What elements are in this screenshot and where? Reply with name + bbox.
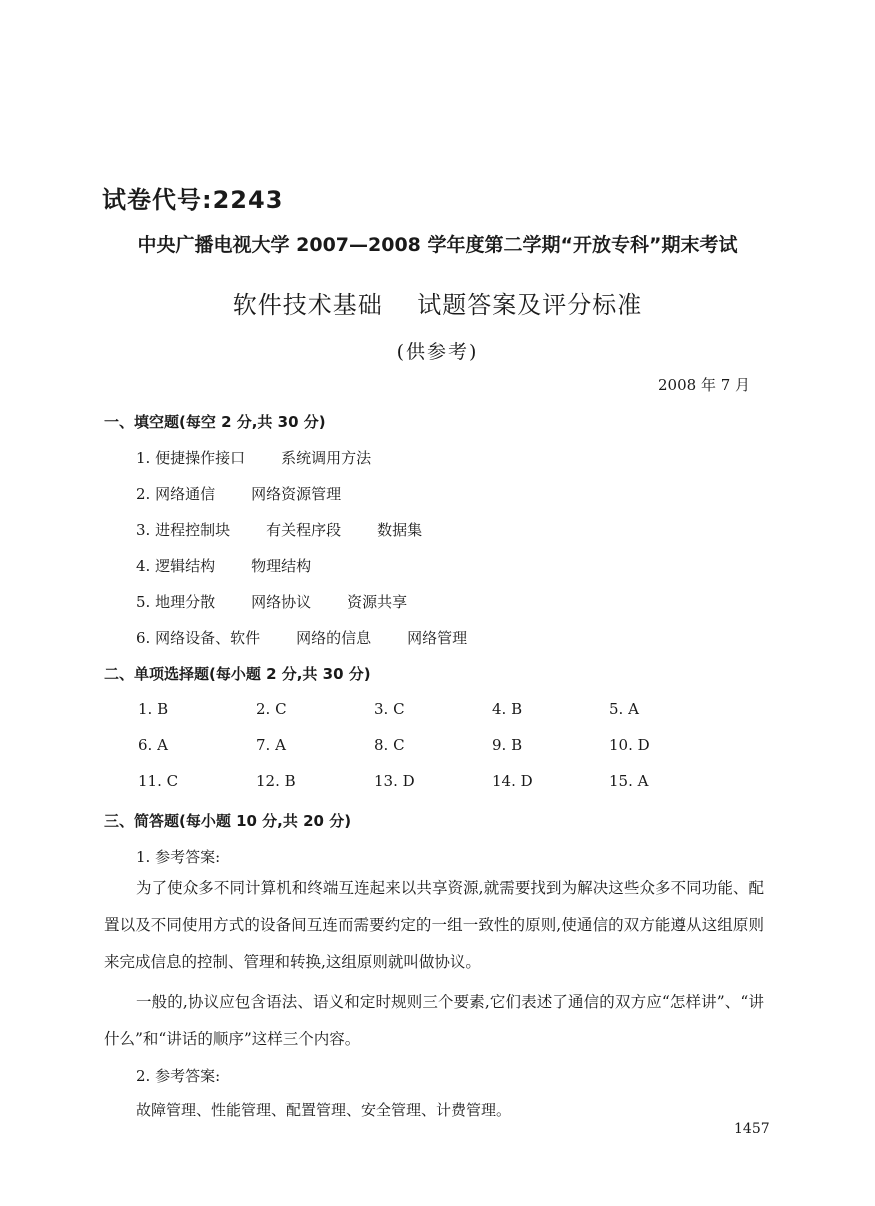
answer-item: 资源共享 [347, 593, 408, 611]
question-2-answer: 故障管理、性能管理、配置管理、安全管理、计费管理。 [136, 1101, 512, 1119]
choice-answer: 5. A [609, 700, 639, 718]
choice-answer-row-2 [138, 736, 738, 758]
fill-answer-line-3 [136, 519, 458, 540]
choice-answer: 4. B [492, 700, 523, 718]
fill-answer-line-4 [136, 555, 347, 576]
choice-answer-row-1 [138, 700, 738, 722]
section-3-heading: 三、简答题(每小题 10 分,共 20 分) [104, 812, 352, 830]
fill-answer-line-2 [136, 483, 377, 504]
choice-answer: 15. A [609, 772, 649, 790]
answer-item: 5. 地理分散 [136, 593, 216, 611]
choice-answer: 10. D [609, 736, 650, 754]
answer-item: 网络管理 [407, 629, 468, 647]
question-1-label: 1. 参考答案: [136, 848, 221, 866]
paper-code: 试卷代号:2243 [102, 186, 284, 214]
answer-item: 数据集 [377, 521, 423, 539]
document-date: 2008 年 7 月 [658, 376, 751, 394]
answer-item: 网络资源管理 [251, 485, 342, 503]
choice-answer: 12. B [256, 772, 296, 790]
choice-answer: 9. B [492, 736, 523, 754]
section-2-heading: 二、单项选择题(每小题 2 分,共 30 分) [104, 665, 371, 683]
answer-item: 网络协议 [251, 593, 312, 611]
choice-answer: 6. A [138, 736, 168, 754]
document-title: 软件技术基础 试题答案及评分标准 [232, 291, 643, 319]
reference-note: (供参考) [396, 341, 479, 363]
answer-item: 6. 网络设备、软件 [136, 629, 261, 647]
answer-item: 1. 便捷操作接口 [136, 449, 246, 467]
exam-title: 中央广播电视大学 2007—2008 学年度第二学期“开放专科”期末考试 [137, 234, 738, 256]
answer-item: 网络的信息 [296, 629, 372, 647]
choice-answer: 2. C [256, 700, 287, 718]
choice-answer: 8. C [374, 736, 405, 754]
answer-item: 系统调用方法 [281, 449, 372, 467]
fill-answer-line-6 [136, 627, 503, 648]
fill-answer-line-5 [136, 591, 443, 612]
choice-answer: 3. C [374, 700, 405, 718]
choice-answer: 14. D [492, 772, 533, 790]
answer-item: 有关程序段 [266, 521, 342, 539]
answer-item: 4. 逻辑结构 [136, 557, 216, 575]
choice-answer: 7. A [256, 736, 286, 754]
page-number: 1457 [734, 1121, 770, 1137]
section-1-heading: 一、填空题(每空 2 分,共 30 分) [104, 413, 326, 431]
choice-answer-row-3 [138, 772, 738, 794]
answer-item: 2. 网络通信 [136, 485, 216, 503]
answer-item: 物理结构 [251, 557, 312, 575]
choice-answer: 1. B [138, 700, 169, 718]
question-2-label: 2. 参考答案: [136, 1067, 221, 1085]
choice-answer: 11. C [138, 772, 179, 790]
question-1-answer-paragraph-2: 一般的,协议应包含语法、语义和定时规则三个要素,它们表述了通信的双方应“怎样讲”、“讲什么”和“讲话的顺序”这样三个内容。 [104, 993, 764, 1048]
answer-item: 3. 进程控制块 [136, 521, 231, 539]
question-1-answer-paragraph-1: 为了使众多不同计算机和终端互连起来以共享资源,就需要找到为解决这些众多不同功能、配置以及不同使用方式的设备间互连而需要约定的一组一致性的原则,使通信的双方能遵从这组原则来完成信息的控制、管理和转换,这组原则就叫做协议。 [104, 879, 764, 971]
choice-answer: 13. D [374, 772, 415, 790]
fill-answer-line-1 [136, 447, 407, 468]
